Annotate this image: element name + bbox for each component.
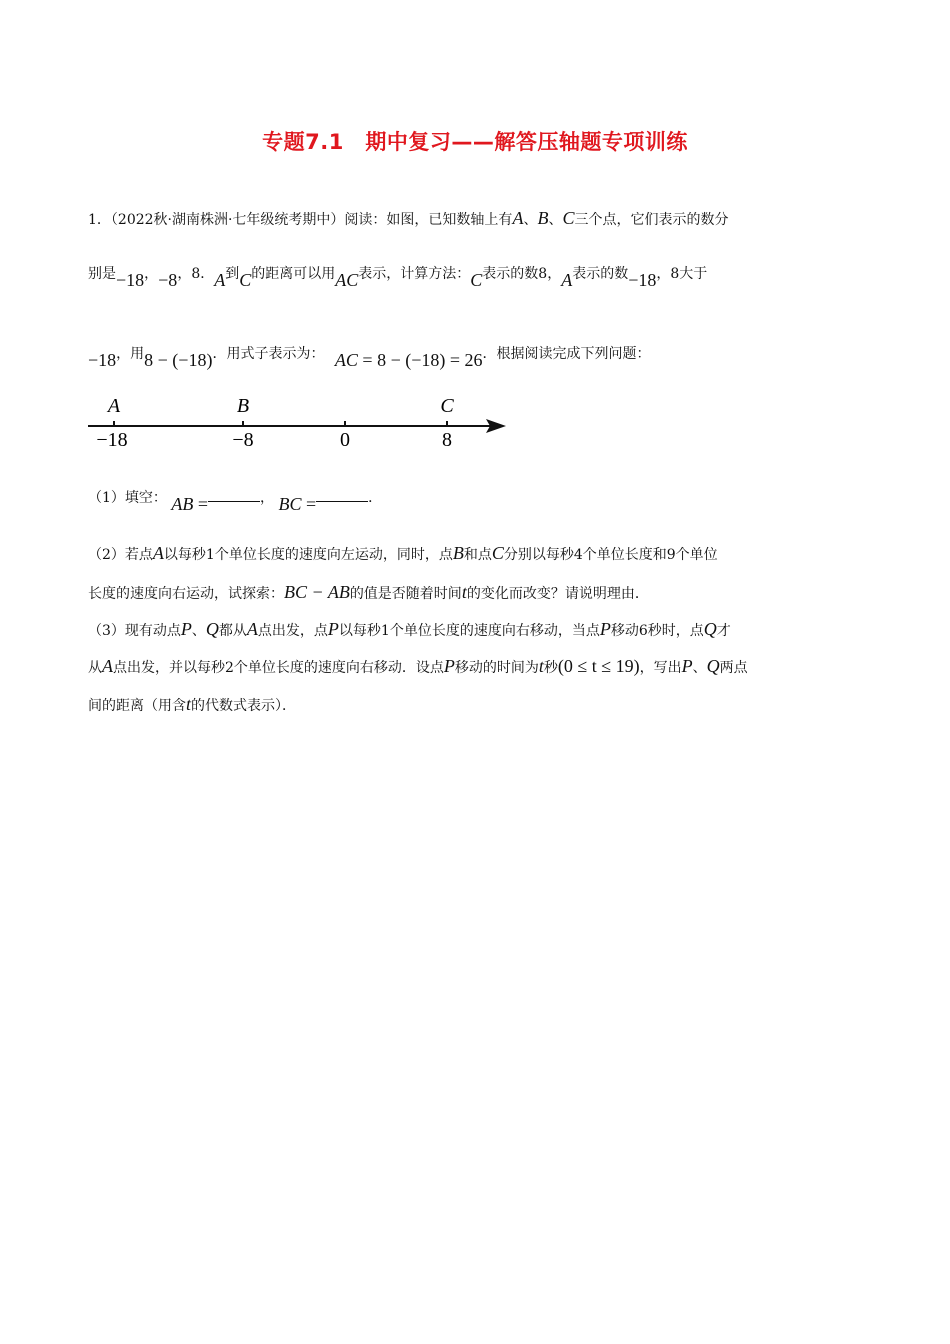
text: 别是 (88, 266, 116, 282)
text: ．用式子表示为： (212, 346, 325, 362)
math-var: A (102, 656, 113, 676)
math-var: P (327, 619, 339, 639)
text: 的距离可以用 (251, 266, 336, 282)
text: 的值是否随着时间 (349, 586, 462, 602)
math-var: BC (278, 494, 302, 514)
text: （2）若点 (88, 547, 153, 563)
math-expression: = 8 − (−18) = 26 (357, 350, 483, 370)
text: 、 (692, 660, 707, 676)
text: 移动6秒时，点 (610, 623, 704, 639)
math-var: AC (334, 350, 358, 370)
math-value: −18 (88, 350, 117, 370)
text: ，用 (116, 346, 145, 362)
text: 、 (191, 623, 206, 639)
math-var: Q (205, 619, 219, 639)
text: 表示的数8， (482, 266, 562, 282)
text: 移动的时间为 (454, 660, 539, 676)
answer-blank-bc[interactable] (316, 491, 368, 502)
point-b-label: B (537, 208, 549, 228)
q1-intro-cont: 三个点，它们表示的数分 (574, 212, 729, 228)
separator: 、 (523, 212, 538, 228)
math-var: t (186, 694, 192, 714)
number-line-value-label: −8 (232, 429, 254, 451)
math-expression: 8 − (−18) (144, 350, 213, 370)
math-var: Q (706, 656, 720, 676)
text: ，写出 (639, 660, 682, 676)
separator: 、 (548, 212, 563, 228)
text: 才 (716, 623, 731, 639)
text: 表示，计算方法： (358, 266, 471, 282)
math-var: Q (703, 619, 717, 639)
point-a-label: A (512, 208, 524, 228)
text: ， (177, 266, 192, 282)
math-var: C (239, 270, 252, 290)
text: 以每秒1个单位长度的速度向右移动，当点 (338, 623, 600, 639)
math-var: A (152, 543, 164, 563)
number-line-point-label: C (440, 395, 454, 417)
text: 长度的速度向右运动，试探索： (88, 586, 284, 602)
text: （3）现有动点 (88, 623, 181, 639)
text: ． (368, 490, 383, 506)
math-var: P (681, 656, 693, 676)
math-var: AC (335, 270, 359, 290)
part1-line (88, 486, 383, 514)
math-var: B (452, 543, 464, 563)
math-var: AB (171, 494, 194, 514)
math-expression: (0 ≤ t ≤ 19) (557, 656, 640, 676)
text: 的代数式表示）． (191, 698, 297, 714)
math-value: −8 (158, 270, 178, 290)
text: 以每秒1个单位长度的速度向左运动，同时，点 (163, 547, 453, 563)
part3-line-1 (88, 619, 731, 641)
part3-line-2 (88, 656, 748, 678)
answer-blank-ab[interactable] (208, 491, 260, 502)
math-value: −18 (116, 270, 145, 290)
math-var: A (246, 619, 258, 639)
number-line-point-label: B (236, 395, 250, 417)
text: 从 (88, 660, 102, 676)
text: 秒 (543, 660, 558, 676)
part2-line-1 (88, 543, 718, 565)
text: 的变化而改变？请说明理由． (466, 586, 649, 602)
math-var: t (461, 582, 467, 602)
part1-label: （1）填空： (88, 490, 167, 506)
text: ， (260, 490, 275, 506)
text: 间的距离（用含 (88, 698, 186, 714)
number-line-value-label: −18 (96, 429, 128, 451)
math-op: = (193, 494, 209, 514)
math-var: C (470, 270, 483, 290)
text: 到 (225, 266, 240, 282)
math-expression: BC − AB (284, 582, 350, 602)
number-line-point-label: A (107, 395, 121, 417)
math-var: t (538, 656, 544, 676)
math-var: A (561, 270, 573, 290)
math-var: P (599, 619, 611, 639)
text: ， (144, 266, 159, 282)
text: 两点 (719, 660, 748, 676)
text: 点出发，点 (257, 623, 328, 639)
text: 都从 (218, 623, 247, 639)
number-line-value-label: 0 (340, 429, 350, 451)
text: 和点 (463, 547, 492, 563)
q1-intro: 1．（2022秋·湖南株洲·七年级统考期中）阅读：如图，已知数轴上有 (88, 212, 513, 228)
math-var: P (443, 656, 455, 676)
text: 点出发，并以每秒2个单位长度的速度向右移动．设点 (113, 660, 444, 676)
math-var: C (491, 543, 504, 563)
page-title: 专题7.1 期中复习——解答压轴题专项训练 (262, 130, 688, 154)
text: ．根据阅读完成下列问题： (482, 346, 651, 362)
text: 分别以每秒4个单位长度和9个单位 (503, 547, 718, 563)
math-op: = (301, 494, 317, 514)
number-line-value-label: 8 (442, 429, 452, 451)
text: 表示的数 (572, 266, 629, 282)
part2-line-2 (88, 582, 649, 604)
text: ，8大于 (656, 266, 708, 282)
math-var: A (214, 270, 226, 290)
point-c-label: C (562, 208, 575, 228)
math-value: −18 (628, 270, 657, 290)
part3-line-3 (88, 694, 296, 716)
text: 8． (191, 266, 215, 282)
math-var: P (180, 619, 192, 639)
